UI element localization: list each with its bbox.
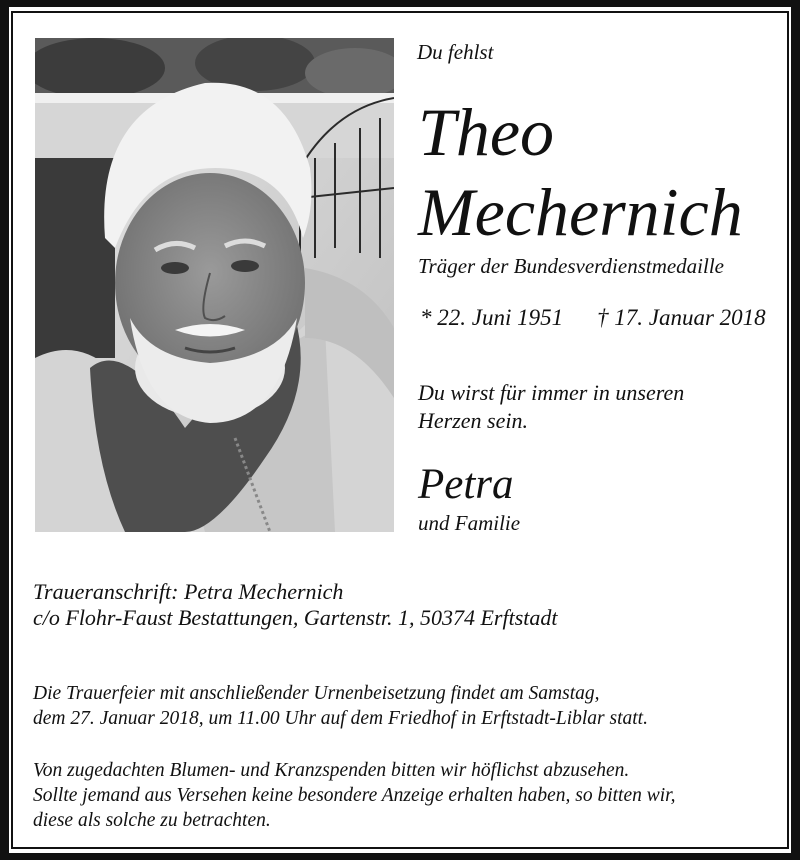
mourning-address-line: Traueranschrift: Petra Mechernich [33, 579, 344, 604]
ceremony-text-line: dem 27. Januar 2018, um 11.00 Uhr auf dem Friedhof in Erftstadt-Liblar statt. [33, 708, 648, 729]
motto: Du fehlst [417, 40, 494, 64]
request-text-line: Sollte jemand aus Versehen keine besondere Anzeige erhalten haben, so bitten wir, [33, 785, 676, 806]
portrait-illustration [35, 38, 394, 532]
birth-date: * 22. Juni 1951 [420, 305, 564, 330]
death-date: † 17. Januar 2018 [597, 305, 766, 330]
request-text-line: Von zugedachten Blumen- und Kranzspenden bitten wir höflichst abzusehen. [33, 760, 630, 781]
deceased-first-name: Theo [418, 94, 554, 170]
signer-name: Petra [418, 461, 514, 508]
verse-line: Herzen sein. [418, 408, 528, 433]
portrait-photo [35, 38, 394, 532]
ceremony-text-line: Die Trauerfeier mit anschließender Urnenbeisetzung findet am Samstag, [33, 683, 600, 704]
request-text-line: diese als solche zu betrachten. [33, 810, 271, 831]
mourning-address-line: c/o Flohr-Faust Bestattungen, Gartenstr. 1, 50374 Erftstadt [33, 605, 558, 630]
signer-family: und Familie [418, 511, 521, 535]
honor-title: Träger der Bundesverdienstmedaille [418, 254, 725, 278]
verse-line: Du wirst für immer in unseren [418, 380, 685, 405]
deceased-last-name: Mechernich [418, 174, 743, 250]
